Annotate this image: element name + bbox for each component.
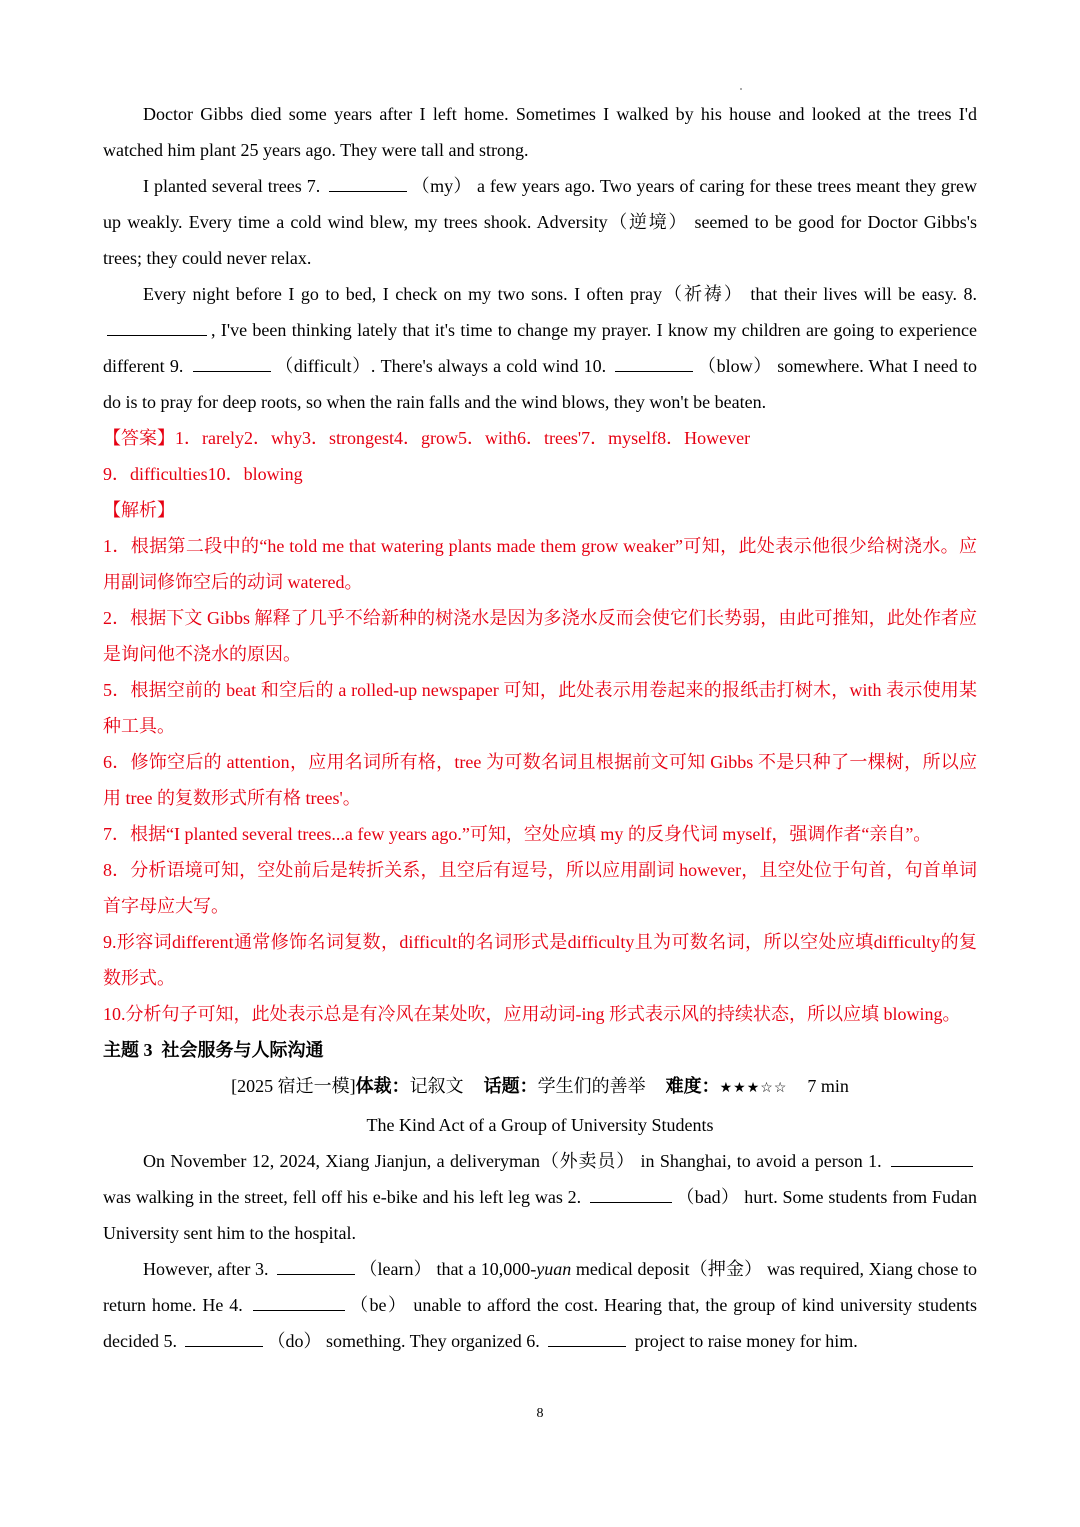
fill-blank — [329, 171, 407, 192]
analysis-item: 10.分析句子可知，此处表示总是有冷风在某处吹，应用动词-ing 形式表示风的持续状态，所以应填 blowing。 — [103, 1004, 961, 1024]
fill-blank — [277, 1254, 355, 1275]
paragraph-text: I planted several trees 7. — [143, 176, 321, 196]
source-line — [103, 1068, 977, 1107]
word-hint: （blow） — [697, 356, 773, 376]
paragraph-text: medical deposit（押金） was required, Xiang chose to return home. He 4. — [103, 1259, 977, 1315]
paragraph-text: somewhere. What I need to do is to pray for deep roots, so when the rain falls and the wind blows, they won't be beaten. — [103, 356, 978, 412]
word-hint: （difficult） — [274, 356, 371, 376]
analysis-item: 5．根据空前的 beat 和空后的 a rolled-up newspaper 可知，此处表示用卷起来的报纸击打树木，with 表示使用某种工具。 — [103, 680, 977, 736]
paragraph — [103, 96, 977, 168]
difficulty-label: 难度： — [665, 1076, 720, 1096]
paragraph-text: a few years ago. Two years of caring for these trees meant they grew up weakly. Every time a cold wind blew, my trees shook. Adversity（逆境） seemed to be good for Doctor Gibbs's trees; they could never relax. — [103, 176, 978, 268]
time-value: 7 min — [807, 1076, 849, 1096]
paragraph-text: On November 12, 2024, Xiang Jianjun, a deliveryman（外卖员） in Shanghai, to avoid a person 1. — [143, 1151, 882, 1171]
paragraph-text: , I've been thinking lately that it's time to change my prayer. I know my children are going to experience different 9. — [103, 320, 977, 376]
paragraph — [103, 276, 977, 420]
difficulty-stars-icon: ★★★☆☆ — [719, 1081, 788, 1096]
word-hint: （do） — [267, 1331, 322, 1351]
answer-line: 9．difficulties10．blowing — [103, 464, 303, 484]
analysis-item: 2．根据下文 Gibbs 解释了几乎不给新种的树浇水是因为多浇水反而会使它们长势弱，由此可推知，此处作者应是询问他不浇水的原因。 — [103, 608, 977, 664]
paragraph — [103, 1251, 977, 1359]
paragraph-text: . There's always a cold wind 10. — [370, 356, 607, 376]
topic-label: 主题 3 — [103, 1040, 153, 1060]
paragraph-text: hurt. Some students from Fudan University sent him to the hospital. — [103, 1187, 978, 1243]
fill-blank — [891, 1146, 973, 1167]
paragraph-text: was walking in the street, fell off his e-bike and his left leg was 2. — [103, 1187, 582, 1207]
fill-blank — [590, 1182, 672, 1203]
analysis-item: 8．分析语境可知，空处前后是转折关系，且空后有逗号，所以应用副词 however，且空处位于句首，句首单词首字母应大写。 — [103, 860, 977, 916]
fill-blank — [615, 351, 693, 372]
paragraph-text: that a 10,000- — [436, 1259, 537, 1279]
word-hint: （be） — [348, 1295, 408, 1315]
fill-blank — [193, 351, 271, 372]
analysis-item: 9.形容词different通常修饰名词复数，difficult的名词形式是difficulty且为可数名词，所以空处应填difficulty的复数形式。 — [103, 932, 977, 988]
paragraph-text: unable to afford the cost. Hearing that, the group of kind university students decided 5. — [103, 1295, 978, 1351]
word-hint: （my） — [411, 176, 472, 196]
answer-line: 【答案】1．rarely2．why3．strongest4．grow5．with6．trees'7．myself8．However — [103, 428, 751, 448]
paragraph — [103, 1143, 977, 1251]
analysis-title: 【解析】 — [103, 500, 175, 520]
page-number: 8 — [536, 1406, 544, 1421]
analysis-item: 7．根据“I planted several trees...a few years ago.”可知，空处应填 my 的反身代词 myself，强调作者“亲自”。 — [103, 824, 932, 844]
analysis-item: 1．根据第二段中的“he told me that watering plants made them grow weaker”可知，此处表示他很少给树浇水。应用副词修饰空后的动词 watered。 — [103, 536, 977, 592]
document-page — [103, 96, 977, 1359]
analysis-item: 6．修饰空后的 attention，应用名词所有格，tree 为可数名词且根据前文可知 Gibbs 不是只种了一棵树，所以应用 tree 的复数形式所有格 trees'。 — [103, 752, 977, 808]
paragraph-text: However, after 3. — [143, 1259, 269, 1279]
theme-value: 学生们的善举 — [537, 1076, 646, 1096]
exam-source: [2025 宿迁一模] — [231, 1076, 356, 1096]
paragraph — [103, 168, 977, 276]
genre-label: 体裁： — [355, 1076, 410, 1096]
passage-title: The Kind Act of a Group of University Students — [366, 1115, 714, 1135]
fill-blank — [185, 1326, 263, 1347]
theme-label: 话题： — [483, 1076, 538, 1096]
word-hint: （learn） — [359, 1259, 432, 1279]
fill-blank — [548, 1326, 626, 1347]
italic-word: yuan — [536, 1259, 572, 1279]
scan-dot — [740, 88, 742, 90]
topic-heading — [103, 1032, 977, 1068]
topic-name: 社会服务与人际沟通 — [161, 1040, 324, 1060]
fill-blank — [253, 1290, 345, 1311]
word-hint: （bad） — [676, 1187, 740, 1207]
paragraph-text: Every night before I go to bed, I check on my two sons. I often pray（祈祷） that their lives will be easy. 8. — [143, 284, 977, 304]
genre-value: 记叙文 — [409, 1076, 464, 1096]
paragraph-text: something. They organized 6. — [325, 1331, 540, 1351]
fill-blank — [107, 315, 207, 336]
paragraph-text: project to raise money for him. — [634, 1331, 858, 1351]
paragraph-text: Doctor Gibbs died some years after I left home. Sometimes I walked by his house and looked at the trees I'd watched him plant 25 years ago. They were tall and strong. — [103, 104, 977, 160]
